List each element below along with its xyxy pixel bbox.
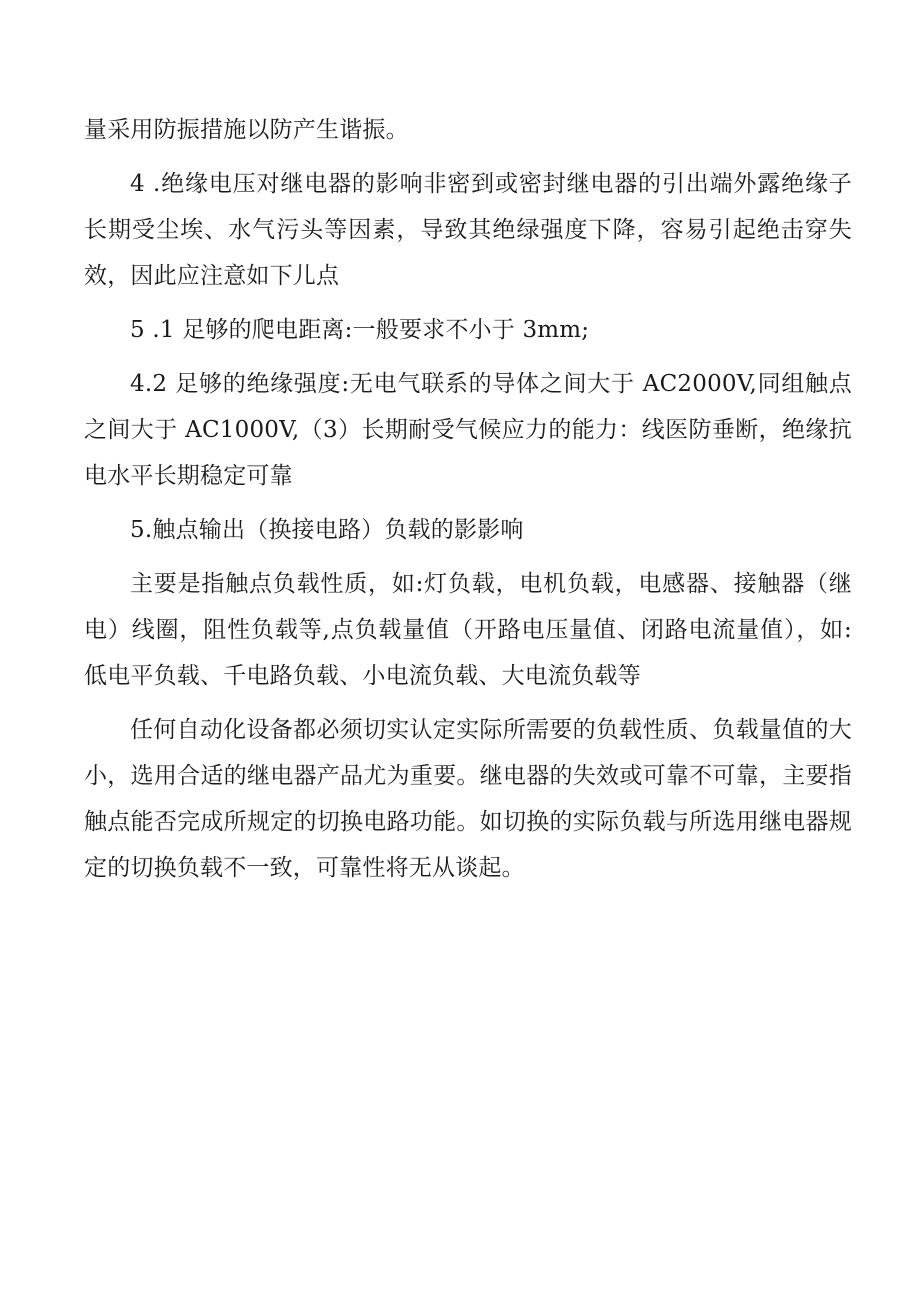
paragraph-creepage-distance: 5 .1 足够的爬电距离:一般要求不小于 3mm;: [130, 317, 590, 343]
paragraph-load-nature: 主要是指触点负载性质，如:灯负载，电机负载，电感器、接触器（继电）线圈，阻性负载等,点负载量值（开路电压量值、闭路电流量值），如:低电平负载、千电路负载、小电流负载、大电流负载等: [84, 571, 852, 689]
paragraph-automation-equipment: 任何自动化设备都必须切实认定实际所需要的负载性质、负载量值的大小，选用合适的继电器产品尤为重要。继电器的失效或可靠不可靠，主要指触点能否完成所规定的切换电路功能。如切换的实际负载与所选用继电器规定的切换负载不一致，可靠性将无从谈起。: [84, 717, 852, 881]
paragraph-continuation: 量采用防振措施以防产生谐振。: [84, 117, 409, 143]
paragraph-contact-output-heading: 5.触点输出（换接电路）负载的影影响: [130, 517, 524, 543]
document-body: [84, 107, 852, 891]
paragraph-insulation-strength: 4.2 足够的绝缘强度:无电气联系的导体之间大于 AC2000V,同组触点之间大于 AC1000V,（3）长期耐受气候应力的能力：线医防垂断，绝缘抗电水平长期稳定可靠: [84, 371, 852, 489]
paragraph-insulation-voltage: 4 .绝缘电压对继电器的影响非密到或密封继电器的引出端外露绝缘子长期受尘埃、水气污头等因素，导致其绝绿强度下降，容易引起绝击穿失效，因此应注意如下儿点: [84, 171, 852, 289]
